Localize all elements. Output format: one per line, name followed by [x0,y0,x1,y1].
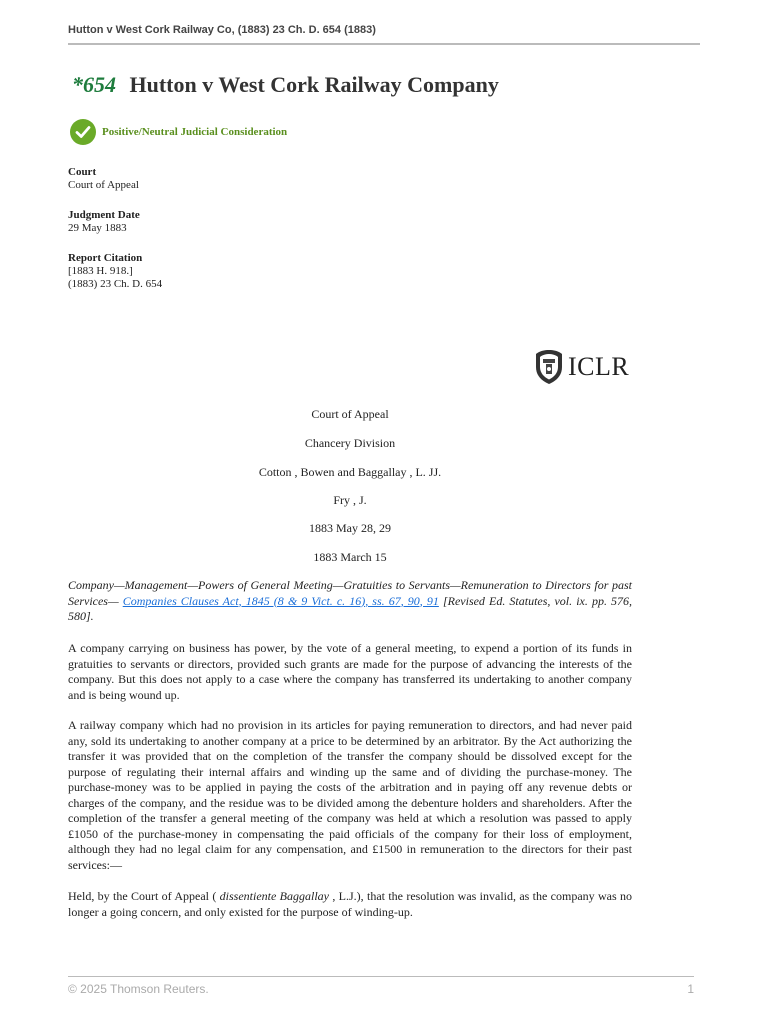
caption-date-2: 1883 March 15 [313,550,387,564]
footer-copyright: © 2025 Thomson Reuters. [68,982,209,996]
page-reference: *654 [72,72,116,97]
footer-page-number: 1 [687,982,694,996]
catchwords-text: Company—Management—Powers of General Meeting—Gratuities to Servants—Remuneration to Directors for past Services— [68,578,632,608]
held-text-start: Held, by the Court of Appeal ( [68,889,217,903]
case-name: Hutton v West Cork Railway Company [129,72,499,97]
running-header: Hutton v West Cork Railway Co, (1883) 23 Ch. D. 654 (1883) [68,24,376,36]
caption-date-1: 1883 May 28, 29 [309,521,391,535]
logo-text: ICLR [568,352,630,381]
footer-divider [68,976,694,977]
judgment-date-value: 29 May 1883 [68,222,127,234]
caption-judges: Cotton , Bowen and Baggallay , L. JJ. [258,465,442,479]
headnote-paragraph-2: A railway company which had no provision in its articles for paying remuneration to directors, and had never paid any, sold its undertaking to another company at a price to be determined by an arbitrator. By the Act authorizing the transfer it was provided that on the completion of the transfer the company should be dissolved except for the purpose of regulating their internal affairs and winding up the same and of dividing the purchase-money. The purchase-money was to be applied in paying the costs of the arbitration and in paying off any revenue debts or charges of the company, and the residue was to be divided among the debenture holders and shareholders. After the completion of the transfer a general meeting of the company was held at which a resolution was passed to apply £1050 of the purchase-money in compensating the paid officials of the company for their loss of employment, although they had no legal claim for any compensation, and £1500 in remuneration to the directors for their past services:— [68,718,632,872]
held-text-end: , L.J.), that the resolution was invalid, as the company was no longer a going concern, and only existed for the purpose of winding-up. [68,889,632,919]
check-circle-icon [70,119,96,145]
headnote-paragraph-3 [68,889,632,920]
header-divider [68,43,700,45]
report-citation-2: (1883) 23 Ch. D. 654 [68,278,163,290]
court-block [68,166,139,192]
court-value: Court of Appeal [68,179,139,191]
status-label: Positive/Neutral Judicial Consideration [102,126,288,138]
iclr-logo [533,349,629,385]
judgment-date-block [68,209,140,235]
court-label: Court [68,166,97,178]
statute-link[interactable]: Companies Clauses Act, 1845 (8 & 9 Vict. c. 16), ss. 67, 90, 91 [122,593,439,608]
headnote-paragraph-1: A company carrying on business has power, by the vote of a general meeting, to expend a portion of its funds in gratuities to servants or directors, provided such grants are made for the purpose of advancing the interests of the company. But this does not apply to a case where the company has transferred its undertaking to another company and is being wound up. [68,641,632,702]
case-title [72,72,499,98]
crest-icon [533,349,565,385]
report-citation-block [68,252,162,291]
caption-first-judge: Fry , J. [333,493,367,507]
judicial-status[interactable] [70,119,287,145]
caption-division: Chancery Division [304,436,396,450]
catchwords-tail: [Revised Ed. Statutes, vol. ix. pp. 576, 580]. [68,593,633,623]
catchwords [68,578,632,625]
held-dissent: dissentiente Baggallay [219,889,329,903]
report-citation-1: [1883 H. 918.] [68,265,133,277]
report-citation-label: Report Citation [68,252,143,264]
judgment-date-label: Judgment Date [68,209,140,221]
caption-court: Court of Appeal [311,407,389,421]
